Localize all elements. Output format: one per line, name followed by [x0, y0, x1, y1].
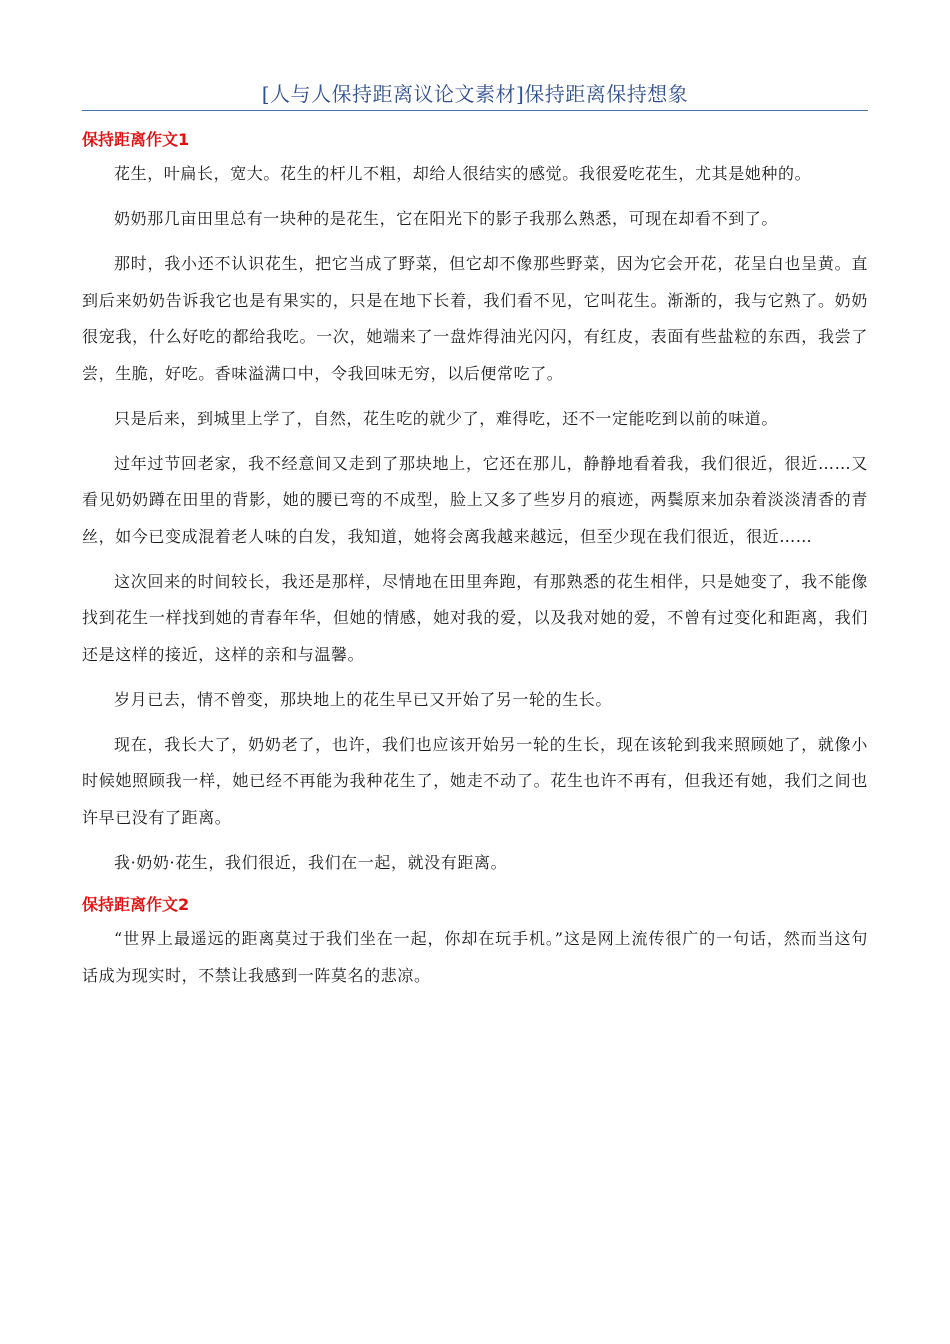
- paragraph: 这次回来的时间较长，我还是那样，尽情地在田里奔跑，有那熟悉的花生相伴，只是她变了，我不能像找到花生一样找到她的青春年华，但她的情感，她对我的爱，以及我对她的爱，不曾有过变化和距离，我们还是这样的接近，这样的亲和与温馨。: [82, 571, 868, 664]
- paragraph: 奶奶那几亩田里总有一块种的是花生，它在阳光下的影子我那么熟悉，可现在却看不到了。: [114, 209, 779, 228]
- paragraph: 过年过节回老家，我不经意间又走到了那块地上，它还在那儿，静静地看着我，我们很近，很近……又看见奶奶蹲在田里的背影，她的腰已弯的不成型，脸上又多了些岁月的痕迹，两鬓原来加杂着淡淡清香的青丝，如今已变成混着老人味的白发，我知道，她将会离我越来越远，但至少现在我们很近，很近……: [82, 453, 868, 546]
- document-body: [82, 126, 868, 1003]
- essay-section-1: [82, 126, 868, 881]
- paragraph: 我·奶奶·花生，我们很近，我们在一起，就没有距离。: [114, 852, 508, 872]
- section-heading: 保持距离作文1: [82, 130, 190, 149]
- essay-section-2: [82, 891, 868, 994]
- paragraph: 岁月已去，情不曾变，那块地上的花生早已又开始了另一轮的生长。: [114, 689, 613, 709]
- title-underline: [82, 110, 868, 111]
- paragraph: “世界上最遥远的距离莫过于我们坐在一起，你却在玩手机。”这是网上流传很广的一句话，然而当这句话成为现实时，不禁让我感到一阵莫名的悲凉。: [82, 929, 868, 985]
- document-title: [人与人保持距离议论文素材]保持距离保持想象: [261, 82, 689, 106]
- paragraph: 只是后来，到城里上学了，自然，花生吃的就少了，难得吃，还不一定能吃到以前的味道。: [114, 408, 779, 428]
- section-heading: 保持距离作文2: [82, 895, 190, 914]
- paragraph: 现在，我长大了，奶奶老了，也许，我们也应该开始另一轮的生长，现在该轮到我来照顾她了，就像小时候她照顾我一样，她已经不再能为我种花生了，她走不动了。花生也许不再有，但我还有她，我们之间也许早已没有了距离。: [82, 734, 868, 827]
- paragraph: 花生，叶扁长，宽大。花生的杆儿不粗，却给人很结实的感觉。我很爱吃花生，尤其是她种的。: [114, 164, 812, 183]
- paragraph: 那时，我小还不认识花生，把它当成了野菜，但它却不像那些野菜，因为它会开花，花呈白也呈黄。直到后来奶奶告诉我它也是有果实的，只是在地下长着，我们看不见，它叫花生。渐渐的，我与它熟了。奶奶很宠我，什么好吃的都给我吃。一次，她端来了一盘炸得油光闪闪，有红皮，表面有些盐粒的东西，我尝了尝，生脆，好吃。香味溢满口中，令我回味无穷，以后便常吃了。: [82, 254, 868, 383]
